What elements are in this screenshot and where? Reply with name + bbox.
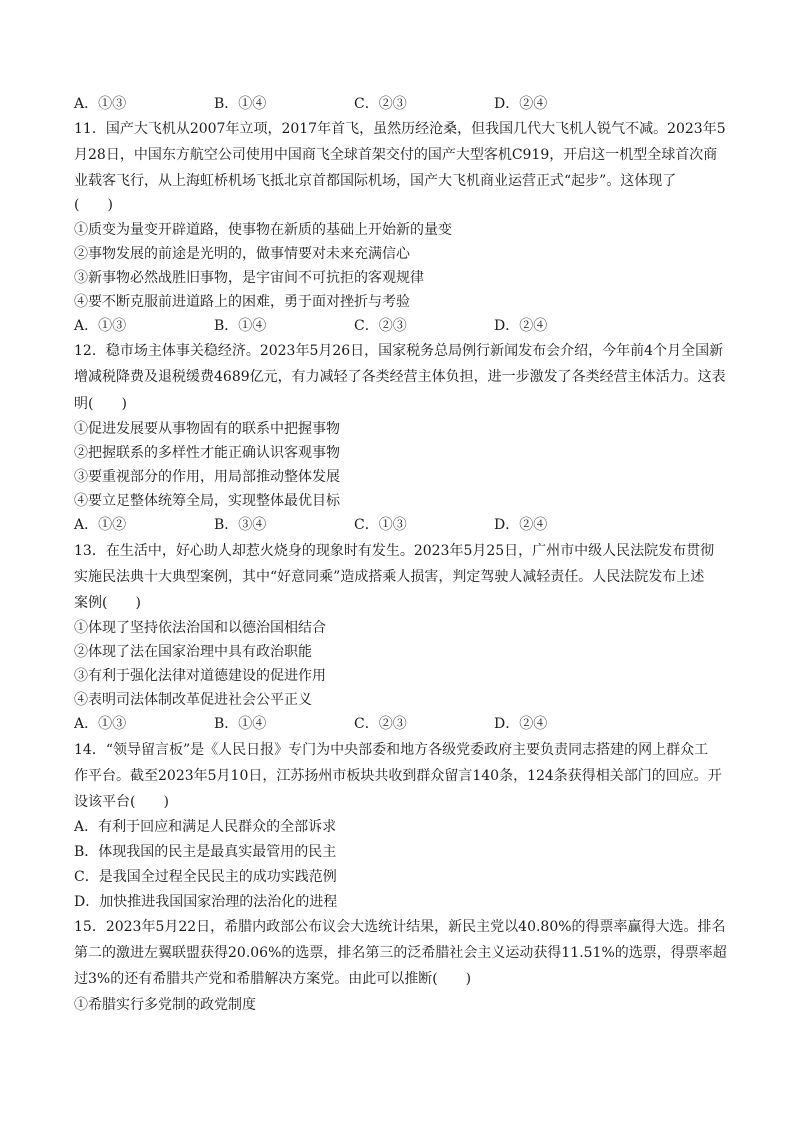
- q13-item-3: ③有利于强化法律对道德建设的促进作用: [74, 668, 326, 684]
- q14-choice-c: C．是我国全过程全民民主的成功实践范例: [74, 869, 337, 885]
- q11-stem-line: 11．国产大飞机从2007年立项，2017年首飞，虽然历经沧桑，但我国几代大飞机人锐气不减。2023年5: [74, 121, 726, 137]
- option-b: B．①④: [214, 96, 267, 112]
- option-b: B．①④: [214, 318, 267, 334]
- option-b: B．①④: [214, 716, 267, 732]
- q15-stem-line: 过3%的还有希腊共产党和希腊解决方案党。由此可以推断( ): [74, 971, 472, 987]
- q11-stem-line: 月28日，中国东方航空公司使用中国商飞全球首架交付的国产大型客机C919，开启这一机型全球首次商: [74, 147, 718, 163]
- q13-stem-line: 13．在生活中，好心助人却惹火烧身的现象时有发生。2023年5月25日，广州市中级人民法院发布贯彻: [74, 543, 715, 559]
- q13-stem-line: 实施民法典十大典型案例，其中“好意同乘”造成搭乘人损害，判定驾驶人减轻责任。人民法院发布上述: [74, 569, 705, 585]
- q14-choice-b: B．体现我国的民主是最真实最管用的民主: [74, 844, 337, 860]
- option-c: C．①③: [354, 517, 407, 533]
- q12-stem-line: 明( ): [74, 396, 127, 412]
- q12-item-2: ②把握联系的多样性才能正确认识客观事物: [74, 445, 340, 461]
- q12-item-3: ③要重视部分的作用，用局部推动整体发展: [74, 469, 340, 485]
- option-c: C．②③: [354, 318, 407, 334]
- option-a: A．①③: [74, 716, 127, 732]
- q11-item-2: ②事物发展的前途是光明的，做事情要对未来充满信心: [74, 246, 410, 262]
- q13-options: [74, 715, 734, 733]
- option-d: D．②④: [494, 96, 548, 112]
- q14-choice-d: D．加快推进我国国家治理的法治化的进程: [74, 894, 338, 910]
- option-d: D．②④: [494, 517, 548, 533]
- q11-stem-line: 业载客飞行，从上海虹桥机场飞抵北京首都国际机场，国产大飞机商业运营正式“起步”。这体现了: [74, 173, 677, 189]
- q11-options: [74, 317, 734, 335]
- q11-stem-line: ( ): [74, 197, 113, 213]
- option-a: A．①③: [74, 318, 127, 334]
- option-c: C．②③: [354, 716, 407, 732]
- q14-stem-line: 设该平台( ): [74, 794, 169, 810]
- q15-item-1: ①希腊实行多党制的政党制度: [74, 997, 256, 1013]
- q12-item-4: ④要立足整体统筹全局，实现整体最优目标: [74, 493, 340, 509]
- option-d: D．②④: [494, 318, 548, 334]
- q14-choice-a: A．有利于回应和满足人民群众的全部诉求: [74, 819, 337, 835]
- q14-stem-line: 14．“领导留言板”是《人民日报》专门为中央部委和地方各级党委政府主要负责同志搭建的网上群众工: [74, 742, 709, 758]
- q15-stem-line: 第二的激进左翼联盟获得20.06%的选票，排名第三的泛希腊社会主义运动获得11.51%的选票，得票率超: [74, 945, 727, 961]
- option-d: D．②④: [494, 716, 548, 732]
- option-a: A．①②: [74, 517, 127, 533]
- option-c: C．②③: [354, 96, 407, 112]
- option-a: A．①③: [74, 96, 127, 112]
- q13-item-4: ④表明司法体制改革促进社会公平正义: [74, 692, 312, 708]
- q11-item-1: ①质变为量变开辟道路，使事物在新质的基础上开始新的量变: [74, 222, 452, 238]
- q13-item-1: ①体现了坚持依法治国和以德治国相结合: [74, 620, 326, 636]
- q12-stem-line: 增减税降费及退税缓费4689亿元，有力减轻了各类经营主体负担，进一步激发了各类经营主体活力。这表: [74, 369, 726, 385]
- q12-stem-line: 12．稳市场主体事关稳经济。2023年5月26日，国家税务总局例行新闻发布会介绍，今年前4个月全国新: [74, 343, 724, 359]
- q14-stem-line: 作平台。截至2023年5月10日，江苏扬州市板块共收到群众留言140条，124条获得相关部门的回应。开: [74, 768, 722, 784]
- q13-stem-line: 案例( ): [74, 595, 141, 611]
- q12-item-1: ①促进发展要从事物固有的联系中把握事物: [74, 421, 340, 437]
- q11-item-4: ④要不断克服前进道路上的困难，勇于面对挫折与考验: [74, 294, 410, 310]
- q12-options: [74, 516, 734, 534]
- option-b: B．③④: [214, 517, 267, 533]
- q11-item-3: ③新事物必然战胜旧事物，是宇宙间不可抗拒的客观规律: [74, 270, 424, 286]
- q13-item-2: ②体现了法在国家治理中具有政治职能: [74, 644, 312, 660]
- q15-stem-line: 15．2023年5月22日，希腊内政部公布议会大选统计结果，新民主党以40.80%的得票率赢得大选。排名: [74, 919, 726, 935]
- prev-question-options: [74, 95, 734, 113]
